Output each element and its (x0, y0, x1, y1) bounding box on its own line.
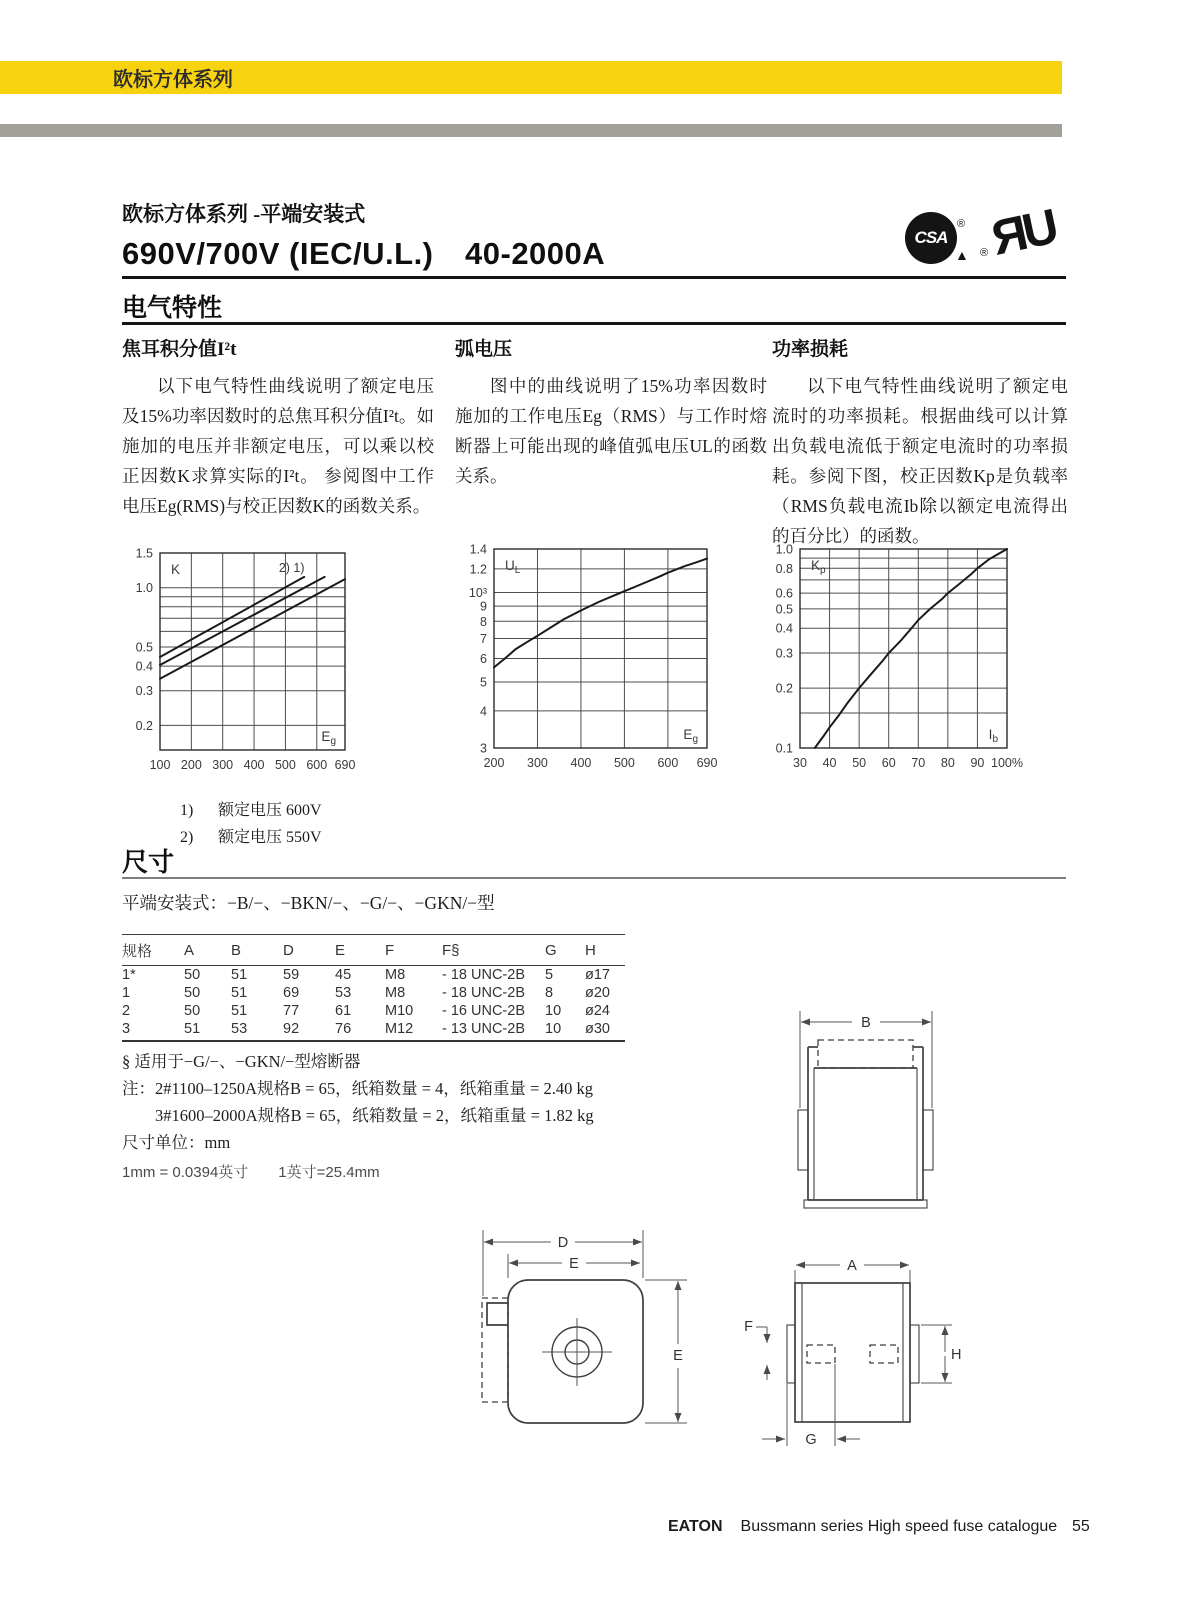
svg-text:200: 200 (483, 756, 505, 770)
table-cell: 3 (122, 1021, 131, 1037)
svg-text:300: 300 (527, 756, 548, 770)
svg-text:1.0: 1.0 (135, 581, 153, 596)
svg-text:3: 3 (480, 741, 487, 756)
ul-logo (978, 200, 1068, 271)
svg-text:Eg: $E_g$ (683, 727, 698, 745)
svg-text:Kp: $K_p$ (811, 558, 826, 576)
table-cell: 1* (122, 967, 136, 983)
svg-text:0.5: 0.5 (135, 640, 153, 655)
svg-text:600: 600 (657, 756, 679, 770)
svg-text:9: 9 (480, 599, 487, 614)
svg-text:90: 90 (970, 756, 985, 770)
table-cell: 45 (335, 967, 352, 983)
chart-footnotes (180, 797, 322, 851)
chart-footnote: 1) 额定电压 600V (180, 802, 322, 819)
svg-text:8: 8 (480, 614, 487, 629)
column-power-loss (772, 334, 1068, 551)
svg-text:10³: 10³ (468, 585, 487, 600)
table-cell: - 18 UNC-2B (442, 967, 525, 983)
svg-text:200: 200 (180, 758, 202, 772)
table-cell: 50 (184, 967, 201, 983)
column-header: F (385, 935, 442, 966)
svg-text:2) 1): 2) 1) (278, 561, 305, 576)
column-heading: 焦耳积分值I²t (122, 339, 237, 360)
svg-text:30: 30 (793, 756, 807, 770)
page-number: 55 (1072, 1518, 1090, 1535)
page-title: 690V/700V (IEC/U.L.) 40-2000A (122, 236, 606, 271)
csa-logo (905, 212, 971, 272)
fuse-plan-view (482, 1230, 687, 1423)
table-cell: 1 (122, 985, 131, 1001)
registered-icon: ® (980, 247, 989, 259)
svg-text:1.2: 1.2 (469, 562, 487, 577)
rule (122, 276, 1066, 279)
svg-text:40: 40 (822, 756, 837, 770)
table-cell: 76 (335, 1021, 352, 1037)
svg-text:0.1: 0.1 (775, 741, 793, 756)
svg-text:UL: $U_L$ (505, 558, 521, 576)
svg-text:Ib: $I_b$ (988, 727, 998, 745)
i2t-correction-chart (118, 545, 361, 782)
table-header (122, 935, 625, 966)
rule (122, 877, 1066, 879)
svg-text:1.4: 1.4 (469, 542, 487, 557)
table-cell: ø20 (585, 985, 610, 1001)
column-header: F§ (442, 935, 545, 966)
svg-text:400: 400 (570, 756, 592, 770)
table-cell: ø24 (585, 1003, 610, 1019)
svg-text:0.6: 0.6 (775, 586, 793, 601)
section-heading-electrical: 电气特性 (122, 295, 223, 322)
svg-text:Eg: $E_g$ (321, 729, 336, 747)
table-cell: 10 (545, 1003, 562, 1019)
column-header: 规格 (122, 935, 184, 966)
dim-label-e: E (569, 1256, 579, 1272)
column-i2t (122, 334, 434, 521)
column-header: B (231, 935, 283, 966)
svg-text:300: 300 (212, 758, 234, 772)
table-cell: 77 (283, 1003, 300, 1019)
column-arc-voltage (455, 334, 767, 491)
series-header-bar (0, 61, 1062, 94)
column-header: E (335, 935, 385, 966)
table-cell: 53 (231, 1021, 248, 1037)
column-header: H (585, 935, 625, 966)
note-line: 注：2#1100–1250A规格B = 65，纸箱数量 = 4，纸箱重量 = 2.40 kg (122, 1079, 593, 1098)
svg-text:5: 5 (480, 675, 487, 690)
csa-mark: CSA (905, 212, 957, 264)
fuse-front-view (798, 1011, 933, 1208)
table-cell: 5 (545, 967, 554, 983)
section-heading-dimensions: 尺寸 (122, 848, 175, 877)
chart-footnote: 2) 额定电压 550V (180, 829, 322, 846)
table-cell: 59 (283, 967, 300, 983)
note-line: § 适用于−G/−、−GKN/−型熔断器 (122, 1052, 361, 1071)
svg-text:80: 80 (940, 756, 955, 770)
column-header: G (545, 935, 585, 966)
svg-text:70: 70 (911, 756, 926, 770)
svg-text:400: 400 (243, 758, 265, 772)
table-cell: M8 (385, 967, 406, 983)
table-cell: 61 (335, 1003, 352, 1019)
arc-voltage-chart (452, 541, 723, 780)
svg-text:50: 50 (852, 756, 867, 770)
svg-text:60: 60 (881, 756, 896, 770)
svg-text:100%: 100% (991, 756, 1023, 770)
table-cell: 69 (283, 985, 300, 1001)
svg-text:0.5: 0.5 (775, 602, 793, 617)
rule (122, 322, 1066, 325)
svg-text:7: 7 (480, 632, 487, 647)
ul-mark: ЯU (987, 200, 1060, 266)
svg-text:500: 500 (613, 756, 635, 770)
registered-icon: ® (957, 218, 966, 230)
note-line: 尺寸单位：mm (122, 1133, 231, 1152)
divider-bar (0, 124, 1062, 137)
svg-text:0.8: 0.8 (775, 561, 793, 576)
svg-text:0.4: 0.4 (135, 659, 153, 674)
table-cell: 8 (545, 985, 554, 1001)
table-cell: 51 (231, 985, 248, 1001)
table-cell: - 13 UNC-2B (442, 1021, 525, 1037)
table-cell: - 18 UNC-2B (442, 985, 525, 1001)
csa-triangle-icon: ▲ (955, 247, 969, 263)
svg-text:600: 600 (306, 758, 328, 772)
dim-label-f: F (744, 1319, 753, 1335)
svg-text:1.0: 1.0 (775, 542, 793, 557)
fuse-side-view (744, 1258, 961, 1448)
svg-text:0.4: 0.4 (775, 621, 793, 636)
table-cell: 50 (184, 985, 201, 1001)
column-heading: 功率损耗 (772, 339, 849, 360)
svg-text:100: 100 (149, 758, 171, 772)
dim-label-h: H (951, 1347, 962, 1363)
table-cell: 92 (283, 1021, 300, 1037)
dim-label-e-vertical: E (673, 1348, 683, 1364)
table-cell: - 16 UNC-2B (442, 1003, 525, 1019)
svg-text:0.2: 0.2 (775, 681, 793, 696)
dimension-drawings (440, 978, 995, 1473)
table-cell: 50 (184, 1003, 201, 1019)
table-cell: M12 (385, 1021, 414, 1037)
svg-text:0.3: 0.3 (775, 646, 793, 661)
note-line: 3#1600–2000A规格B = 65，纸箱数量 = 2，纸箱重量 = 1.82 kg (122, 1106, 594, 1125)
table-cell: 53 (335, 985, 352, 1001)
column-header: A (184, 935, 231, 966)
table-cell: M10 (385, 1003, 414, 1019)
svg-text:K: K (171, 562, 181, 577)
svg-text:500: 500 (274, 758, 296, 772)
footer (668, 1518, 1057, 1536)
page-subtitle: 欧标方体系列 -平端安装式 (122, 202, 366, 226)
column-heading: 弧电压 (455, 339, 513, 360)
table-cell: 51 (231, 1003, 248, 1019)
footer-brand: EATON (668, 1518, 723, 1535)
table-cell: 51 (184, 1021, 201, 1037)
column-header: D (283, 935, 335, 966)
table-cell: ø30 (585, 1021, 610, 1037)
column-body: 以下电气特性曲线说明了额定电流时的功率损耗。根据曲线可以计算出负载电流低于额定电流时的功率损耗。参阅下图，校正因数Kp是负载率（RMS负载电流Ib除以额定电流得出的百分比）的函数。 (772, 376, 1068, 546)
table-cell: M8 (385, 985, 406, 1001)
column-body: 图中的曲线说明了15%功率因数时施加的工作电压Eg（RMS）与工作时熔断器上可能出现的峰值弧电压UL的函数关系。 (455, 376, 767, 486)
series-header-label: 欧标方体系列 (113, 69, 233, 91)
table-cell: 51 (231, 967, 248, 983)
svg-text:0.2: 0.2 (135, 718, 153, 733)
table-cell: 10 (545, 1021, 562, 1037)
dim-label-d: D (557, 1235, 569, 1251)
footer-title: Bussmann series High speed fuse catalogue (740, 1518, 1058, 1535)
dim-label-g: G (805, 1432, 817, 1448)
svg-text:4: 4 (480, 704, 487, 719)
svg-text:690: 690 (696, 756, 718, 770)
table-cell: ø17 (585, 967, 610, 983)
dim-label-a: A (847, 1258, 857, 1274)
dim-label-b: B (861, 1015, 871, 1031)
svg-text:1.5: 1.5 (135, 546, 153, 561)
power-loss-chart (758, 541, 1023, 780)
table-cell: 2 (122, 1003, 131, 1019)
svg-text:0.3: 0.3 (135, 684, 153, 699)
dimensions-intro: 平端安装式：−B/−、−BKN/−、−G/−、−GKN/−型 (122, 893, 495, 913)
svg-text:6: 6 (480, 651, 487, 666)
unit-conversion-note: 1mm = 0.0394英寸 1英寸=25.4mm (122, 1164, 380, 1181)
column-body: 以下电气特性曲线说明了额定电压及15%功率因数时的总焦耳积分值I²t。如施加的电压并非额定电压，可以乘以校正因数K求算实际的I²t。 参阅图中工作电压Eg(RMS)与校正因数K的函数关系。 (122, 376, 434, 516)
svg-text:690: 690 (334, 758, 356, 772)
